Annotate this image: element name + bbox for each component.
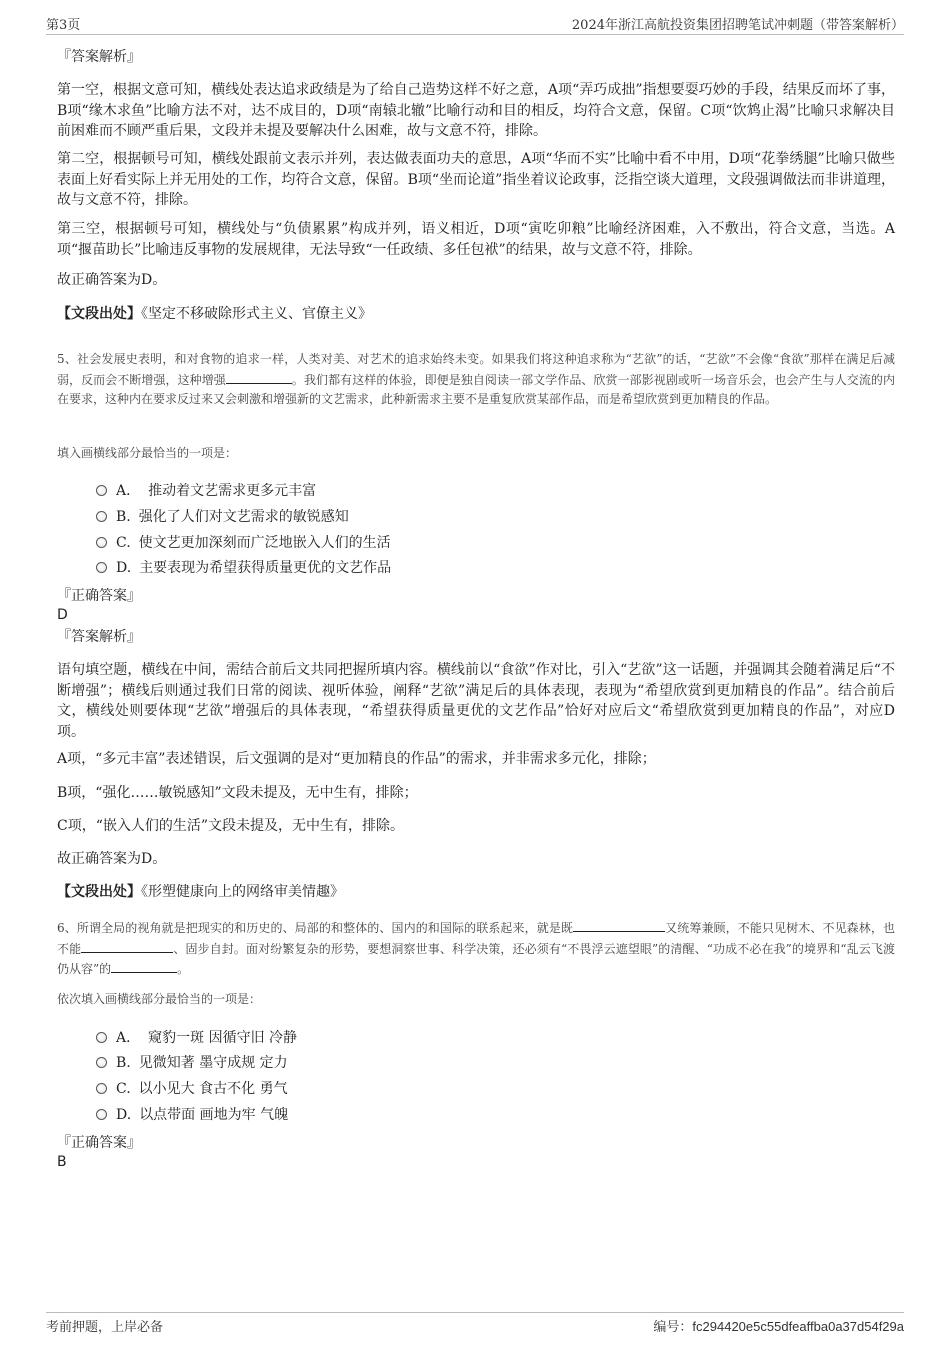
- q5-answer-label: 『正确答案』: [57, 588, 141, 604]
- radio-icon[interactable]: [96, 537, 107, 548]
- q6-option-d[interactable]: D. 以点带面 画地为牢 气魄: [96, 1106, 288, 1124]
- q5-analysis-label: 『答案解析』: [57, 629, 141, 645]
- q6-stem-part-2: 又统筹兼顾，不能只见树木、不见森林，也不能: [57, 921, 895, 956]
- q5-conclusion: 故正确答案为D。: [57, 851, 167, 867]
- q4-analysis-para-2: 第二空，根据顿号可知，横线处跟前文表示并列，表达做表面功夫的意思，A项“华而不实”比喻中看不中用，D项“花拳绣腿”比喻只做些表面上好看实际上并无用处的工作，均符合文意，保留。B项“坐而论道”指坐着议论政事，泛指空谈大道理，文段强调做法而非讲道理，故与文意不符，排除。: [57, 151, 895, 208]
- q5-option-c[interactable]: C. 使文艺更加深刻而广泛地嵌入人们的生活: [96, 534, 391, 552]
- q6-blank-2: [81, 939, 173, 953]
- document-title: 2024年浙江高航投资集团招聘笔试冲刺题（带答案解析）: [571, 18, 904, 33]
- page-number: 第3页: [46, 18, 81, 33]
- q6-stem-part-4: 。: [177, 962, 190, 976]
- q6-blank-1: [573, 918, 665, 932]
- q6-option-a[interactable]: A． 窥豹一斑 因循守旧 冷静: [96, 1029, 297, 1047]
- q6-stem-part-3: 、固步自封。面对纷繁复杂的形势，要想洞察世事、科学决策，还必须有“不畏浮云遮望眼”的清醒、“功成不必在我”的境界和“乱云飞渡仍从容”的: [57, 941, 895, 976]
- radio-icon[interactable]: [96, 1109, 107, 1120]
- q6-answer-label: 『正确答案』: [57, 1135, 141, 1151]
- radio-icon[interactable]: [96, 511, 107, 522]
- q5-option-a[interactable]: A． 推动着文艺需求更多元丰富: [96, 482, 316, 500]
- radio-icon[interactable]: [96, 1057, 107, 1068]
- q4-analysis-para-3: 第三空，根据顿号可知，横线处与“负债累累”构成并列，语义相近，D项“寅吃卯粮”比喻经济困难，入不敷出，符合文意，当选。A项“揠苗助长”比喻违反事物的发展规律，无法导致“一任政绩、多任包袱”的结果，故与文意不符，排除。: [57, 221, 895, 258]
- q4-source-label: 【文段出处】: [57, 306, 141, 322]
- q5-stem-part-1: 5、社会发展史表明，和对食物的追求一样，人类对美、对艺术的追求始终未变。如果我们将这种追求称为“艺欲”的话，“艺欲”不会像“食欲”那样在满足后减弱，反而会不断增强，这种增强: [57, 352, 895, 387]
- q5-option-b[interactable]: B. 强化了人们对文艺需求的敏锐感知: [96, 508, 349, 526]
- q6-blank-3: [111, 959, 177, 973]
- radio-icon[interactable]: [96, 562, 107, 573]
- q4-source: [57, 304, 895, 325]
- footer-code: [653, 1316, 904, 1335]
- q6-option-b[interactable]: B. 见微知著 墨守成规 定力: [96, 1054, 288, 1072]
- q4-conclusion: 故正确答案为D。: [57, 272, 167, 288]
- q5-stem: [57, 350, 895, 410]
- footer-code-value: fc294420e5c55dfeaffba0a37d54f29a: [692, 1319, 904, 1334]
- q4-analysis-label: 『答案解析』: [57, 49, 141, 65]
- page-footer: [46, 1312, 904, 1335]
- radio-icon[interactable]: [96, 1032, 107, 1043]
- q5-source-label: 【文段出处】: [57, 884, 141, 900]
- q6-stem-part-1: 6、所谓全局的视角就是把现实的和历史的、局部的和整体的、国内的和国际的联系起来，就是既: [57, 921, 574, 935]
- q5-blank: [226, 370, 292, 384]
- q5-answer: D: [57, 607, 68, 623]
- q5-source: [57, 882, 895, 903]
- q4-source-text: 《坚定不移破除形式主义、官僚主义》: [141, 306, 372, 322]
- q6-option-c[interactable]: C. 以小见大 食古不化 勇气: [96, 1080, 288, 1098]
- q5-source-text: 《形塑健康向上的网络审美情趣》: [141, 884, 344, 900]
- radio-icon[interactable]: [96, 1083, 107, 1094]
- q6-prompt: 依次填入画横线部分最恰当的一项是：: [57, 992, 262, 1006]
- q5-option-d[interactable]: D. 主要表现为希望获得质量更优的文艺作品: [96, 559, 391, 577]
- footer-code-label: 编号：: [653, 1320, 693, 1335]
- q6-stem: [57, 918, 895, 980]
- page-header: [46, 14, 904, 35]
- q5-analysis-para-3: B项，“强化……敏锐感知”文段未提及，无中生有，排除；: [57, 785, 418, 801]
- q6-answer: B: [57, 1154, 67, 1170]
- q5-analysis-para-4: C项，“嵌入人们的生活”文段未提及，无中生有，排除。: [57, 818, 405, 834]
- footer-slogan: 考前押题，上岸必备: [46, 1320, 164, 1335]
- radio-icon[interactable]: [96, 485, 107, 496]
- q5-analysis-para-1: 语句填空题，横线在中间，需结合前后文共同把握所填内容。横线前以“食欲”作对比，引入“艺欲”这一话题，并强调其会随着满足后“不断增强”；横线后则通过我们日常的阅读、视听体验，阐释“艺欲”满足后的具体表现，表现为“希望欣赏到更加精良的作品”。结合前后文，横线处则要体现“艺欲”增强后的具体表现，“希望获得质量更优的文艺作品”恰好对应后文“希望欣赏到更加精良的作品”，对应D项。: [57, 662, 895, 740]
- q4-analysis-para-1: 第一空，根据文意可知，横线处表达追求政绩是为了给自己造势这样不好之意，A项“弄巧成拙”指想要耍巧妙的手段，结果反而坏了事，B项“缘木求鱼”比喻方法不对，达不成目的，D项“南辕北辙”比喻行动和目的相反，均符合文意，保留。C项“饮鸩止渴”比喻只求解决目前困难而不顾严重后果，文段并未提及要解决什么困难，故与文意不符，排除。: [57, 82, 895, 139]
- q5-stem-part-2: 。我们都有这样的体验，即便是独自阅读一部文学作品、欣赏一部影视剧或听一场音乐会，也会产生与人交流的内在要求，这种内在要求反过来又会刺激和增强新的文艺需求，此种新需求主要不是重复欣赏某部作品，而是希望欣赏到更加精良的作品。: [57, 372, 895, 406]
- q5-prompt: 填入画横线部分最恰当的一项是：: [57, 446, 238, 460]
- q5-analysis-para-2: A项，“多元丰富”表述错误，后文强调的是对“更加精良的作品”的需求，并非需求多元化，排除；: [57, 751, 656, 767]
